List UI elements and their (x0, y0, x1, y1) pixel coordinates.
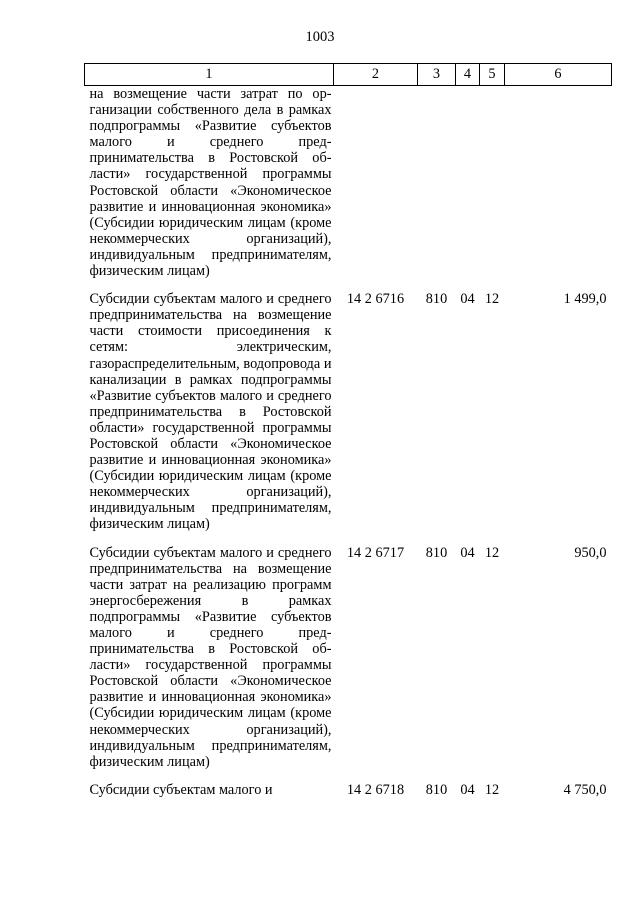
table-row (85, 86, 612, 292)
row-amount: 1 499,0 (563, 291, 607, 308)
table-body (85, 86, 612, 810)
table-row (85, 545, 612, 782)
row-description: на возмещение части затрат по организации собственного дела в рамках подпрограммы «Развитие субъектов малого и среднего предпринимательства в Ростовской области» государственной программы Ростовской области «Экономическое развитие и инновационная экономика» (Субсидии юридическим лицам (кроме некоммерческих организаций), индивидуальным предпринимателям, физическим лицам) (89, 86, 332, 280)
row-amount: 950,0 (574, 544, 607, 561)
row-code: 14 2 6716 (346, 291, 405, 308)
row-col5: 12 (484, 781, 500, 798)
column-header-1: 1 (85, 64, 334, 86)
budget-table (84, 63, 612, 810)
row-amount (505, 86, 612, 292)
row-col3: 810 (425, 781, 448, 798)
header-row (85, 64, 612, 86)
row-col4: 04 (460, 544, 475, 561)
page-number: 1003 (305, 29, 335, 45)
row-amount: 4 750,0 (563, 781, 607, 798)
column-header-6: 6 (505, 64, 612, 86)
table-row (85, 782, 612, 810)
column-header-2: 2 (334, 64, 418, 86)
row-code: 14 2 6718 (346, 781, 405, 798)
row-code (334, 86, 418, 292)
row-col5: 12 (484, 544, 500, 561)
row-col4: 04 (460, 781, 475, 798)
row-col3: 810 (425, 544, 448, 561)
row-code: 14 2 6717 (346, 544, 405, 561)
row-col3 (418, 86, 456, 292)
row-description: Субсидии субъектам малого и среднего предпринимательства на возмещение части затрат на реализацию программ энергосбережения в рамках подпрограммы «Развитие субъектов малого и среднего предпринимательства в Ростовской области» государственной программы Ростовской области «Экономическое развитие и инновационная экономика» (Субсидии юридическим лицам (кроме некоммерческих организаций), индивидуальным предпринимателям, физическим лицам) (89, 544, 332, 770)
row-description: Субсидии субъектам малого и среднего предпринимательства на возмещение части стоимости присоединения к сетям: электрическим, газораспределительным, водопровода и канализации в рамках подпрограммы «Развитие субъектов малого и среднего предпринимательства в Ростовской области» государственной программы Ростовской области «Экономическое развитие и инновационная экономика» (Субсидии юридическим лицам (кроме некоммерческих организаций), индивидуальным предпринимателям, физическим лицам) (89, 291, 332, 533)
column-header-5: 5 (480, 64, 505, 86)
row-col3: 810 (425, 291, 448, 308)
row-col5 (480, 86, 505, 292)
row-col4: 04 (460, 291, 475, 308)
row-description: Субсидии субъектам малого и (89, 781, 273, 798)
table-row (85, 291, 612, 544)
column-header-3: 3 (418, 64, 456, 86)
row-col5: 12 (484, 291, 500, 308)
column-header-4: 4 (456, 64, 480, 86)
row-col4 (456, 86, 480, 292)
table-header (85, 64, 612, 86)
